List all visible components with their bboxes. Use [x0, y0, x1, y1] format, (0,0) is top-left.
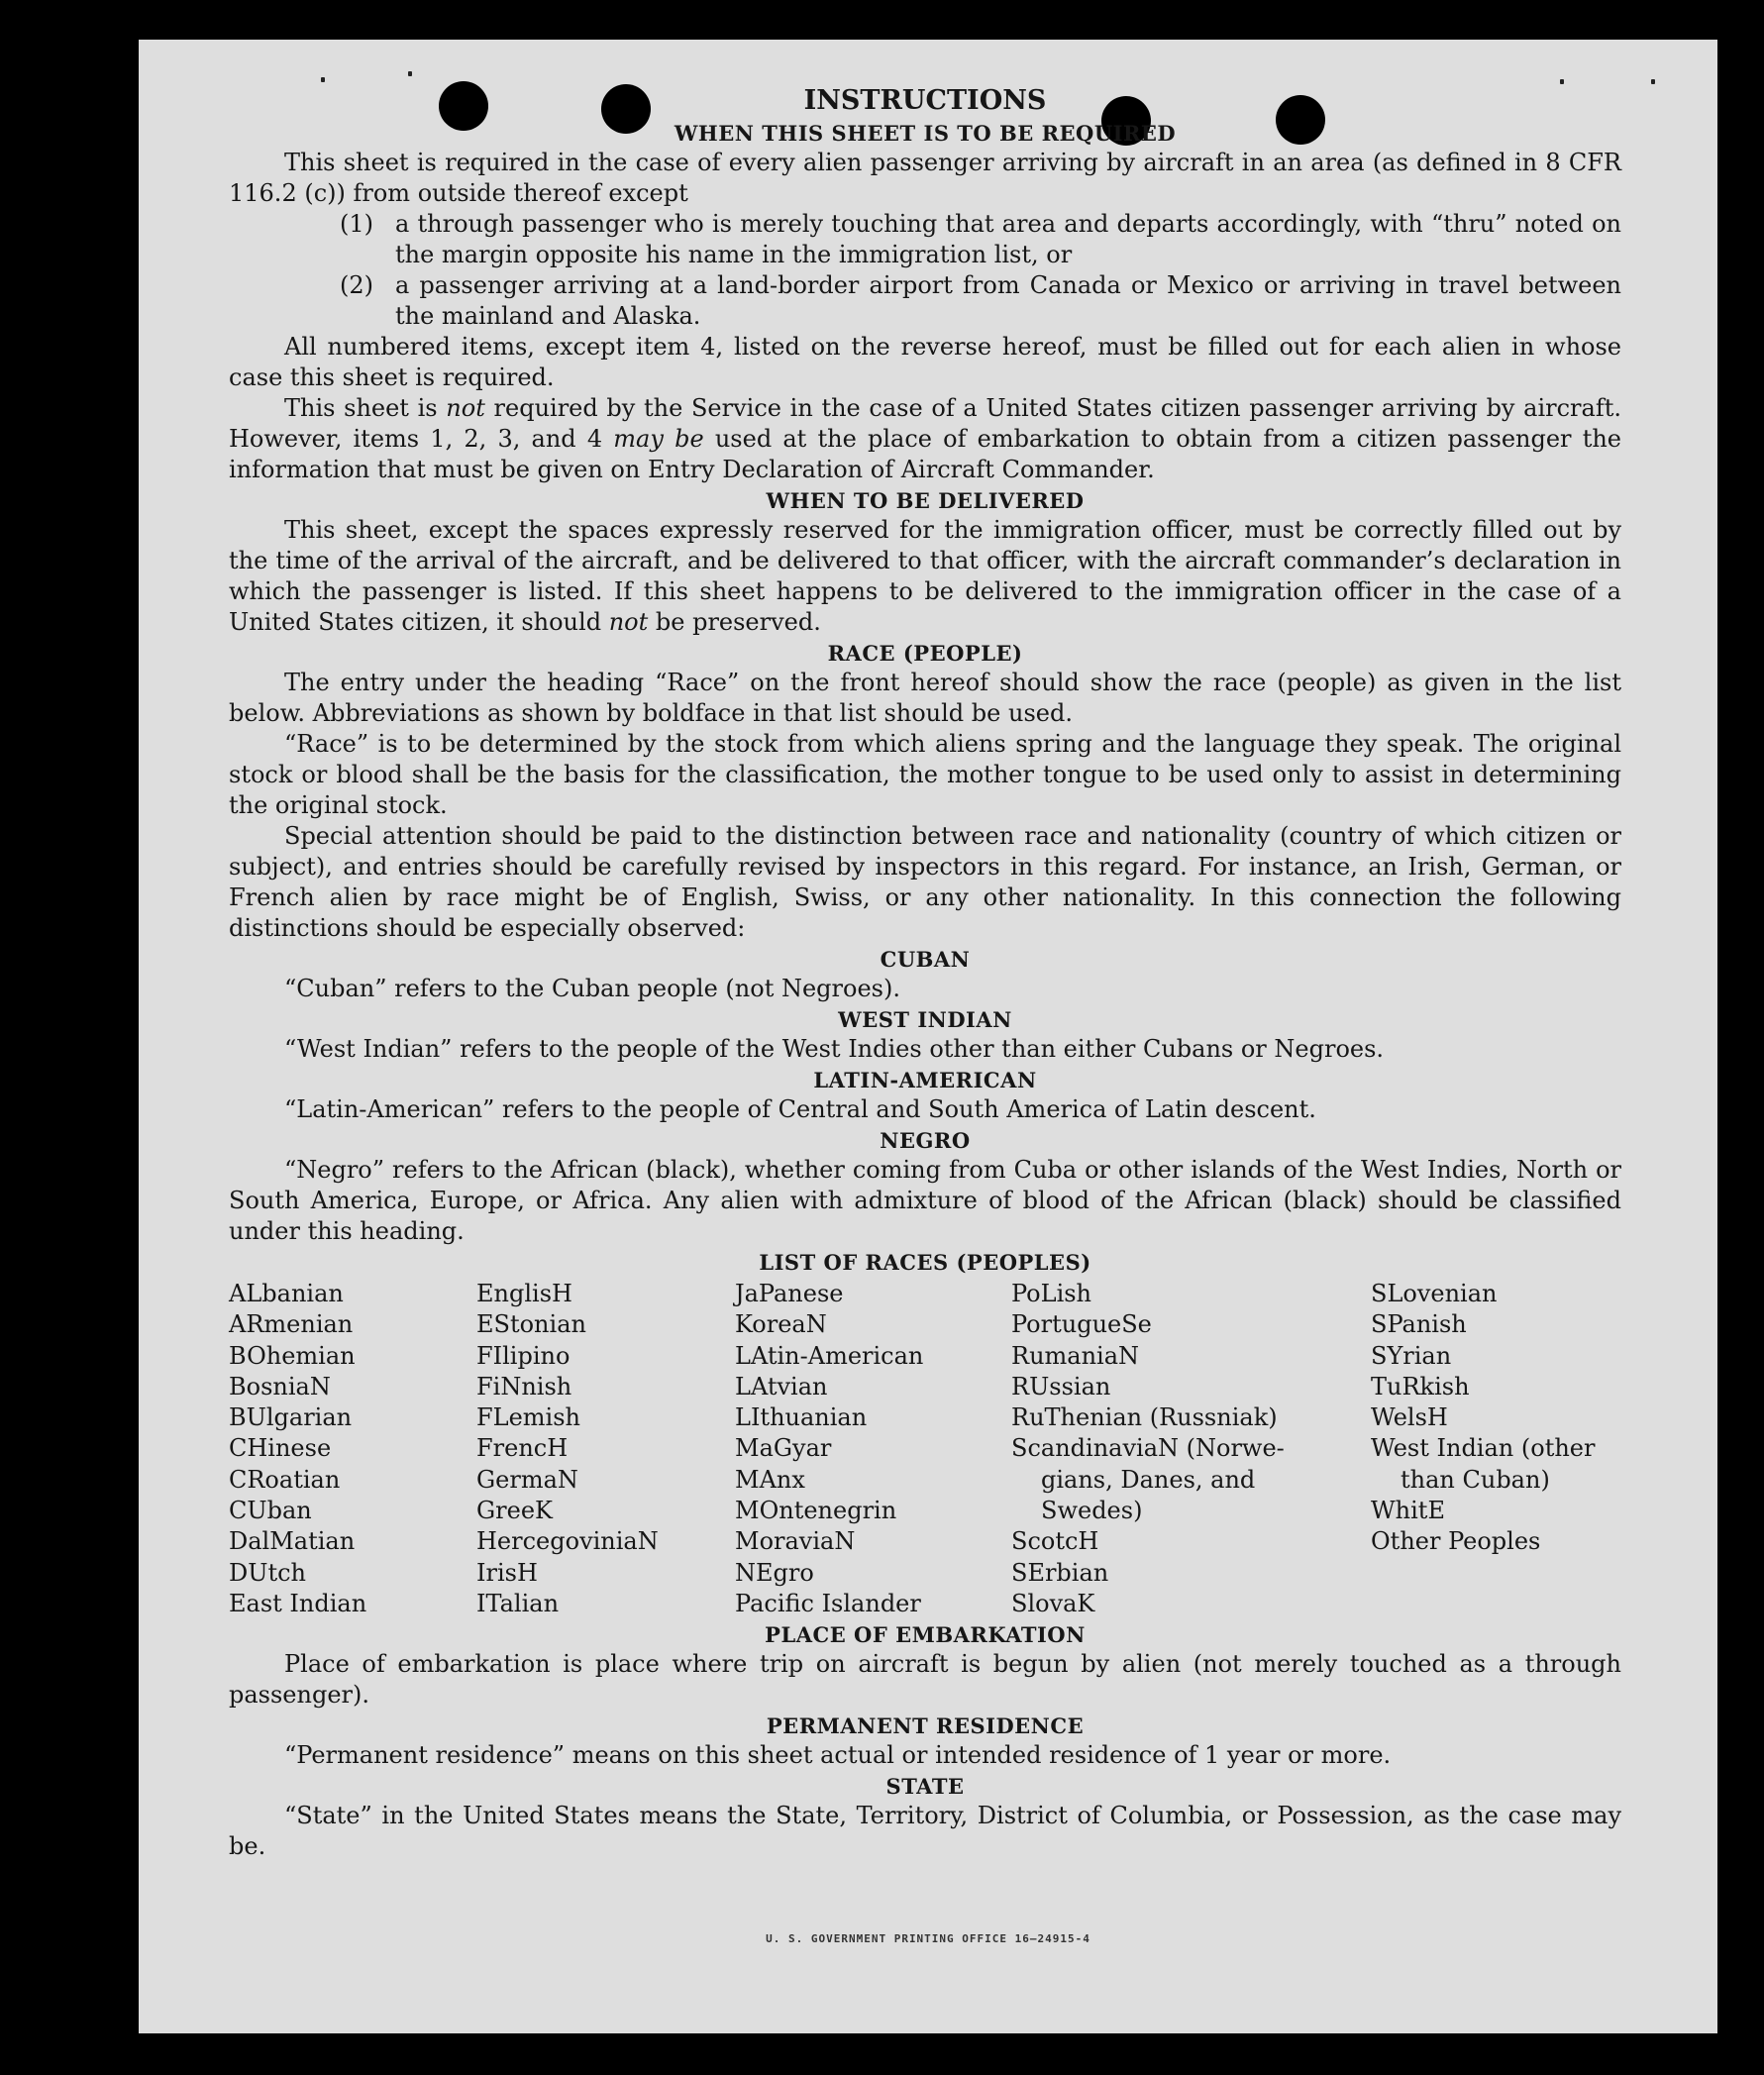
- paragraph: “Negro” refers to the African (black), whether coming from Cuba or other islands of the West Indies, North or South America, Europe, or Africa. Any alien with admixture of blood of the African (black) should be classified under this heading.: [229, 1156, 1621, 1245]
- race-item: FiNnish: [476, 1372, 572, 1401]
- race-item: IrisH: [476, 1558, 538, 1587]
- race-item: TuRkish: [1371, 1372, 1470, 1401]
- race-item: WhitE: [1371, 1497, 1445, 1525]
- italic-text: not: [608, 608, 649, 636]
- italic-text: not: [446, 394, 485, 422]
- race-item: SlovaK: [1011, 1589, 1095, 1617]
- race-item: DUtch: [229, 1558, 307, 1587]
- races-column: [735, 1279, 1011, 1619]
- race-item: ITalian: [476, 1589, 560, 1617]
- page-title: INSTRUCTIONS: [803, 85, 1047, 116]
- paragraph: “West Indian” refers to the people of the West Indies other than either Cubans or Negroes.: [284, 1035, 1385, 1063]
- speck-mark: [321, 77, 325, 82]
- section-heading-when-required: WHEN THIS SHEET IS TO BE REQUIRED: [674, 121, 1177, 146]
- paragraph: Place of embarkation is place where trip on aircraft is begun by alien (not merely touched as a through passenger).: [229, 1650, 1621, 1710]
- section-heading-when-delivered: WHEN TO BE DELIVERED: [766, 488, 1085, 513]
- section-heading-race: RACE (PEOPLE): [827, 641, 1023, 666]
- paragraph: [229, 515, 1621, 638]
- numbered-item: [229, 270, 1621, 332]
- item-text: a passenger arriving at a land-border airport from Canada or Mexico or arriving in travel between the mainland and Alaska.: [395, 271, 1621, 330]
- race-item: SYrian: [1371, 1341, 1452, 1370]
- paragraph: [229, 393, 1621, 485]
- race-item: Pacific Islander: [735, 1589, 921, 1617]
- text-run: This sheet, except the spaces expressly reserved for the immigration officer, must be correctly filled out by the time of the arrival of the aircraft, and be delivered to that officer, with the aircraft commander’s declaration in which the passenger is listed. If this sheet happens to be delivered to the immigration officer in the case of a United States citizen, it should: [229, 516, 1621, 636]
- paragraph: “Race” is to be determined by the stock from which aliens spring and the language they speak. The original stock or blood shall be the basis for the classification, the mother tongue to be used only to assist in determining the original stock.: [229, 730, 1621, 819]
- race-item: GreeK: [476, 1497, 553, 1525]
- race-item: ALbanian: [229, 1280, 344, 1307]
- race-item: WelsH: [1371, 1403, 1448, 1432]
- race-item: BosniaN: [229, 1372, 331, 1401]
- paragraph: “Permanent residence” means on this sheet actual or intended residence of 1 year or more.: [284, 1741, 1392, 1770]
- race-item: BOhemian: [229, 1341, 356, 1370]
- item-text: a through passenger who is merely touching that area and departs accordingly, with “thru” noted on the margin opposite his name in the immigration list, or: [395, 210, 1621, 268]
- section-heading-cuban: CUBAN: [880, 947, 971, 972]
- race-item: CUban: [229, 1497, 312, 1525]
- numbered-item: [229, 209, 1621, 270]
- section-heading-west-indian: WEST INDIAN: [838, 1007, 1012, 1032]
- race-item: RuThenian (Russniak): [1011, 1403, 1278, 1432]
- paragraph: Special attention should be paid to the distinction between race and nationality (country of which citizen or subject), and entries should be carefully revised by inspectors in this regard. For instance, an Irish, German, or French alien by race might be of English, Swiss, or any other nationality. In this connection the following distinctions should be especially observed:: [229, 822, 1621, 942]
- race-item: MaGyar: [735, 1434, 832, 1463]
- section-heading-negro: NEGRO: [880, 1128, 971, 1153]
- speck-mark: [1651, 79, 1655, 84]
- race-item: East Indian: [229, 1589, 367, 1617]
- races-column: [476, 1279, 735, 1619]
- section-heading-state: STATE: [885, 1774, 965, 1800]
- race-item: KoreaN: [735, 1310, 827, 1339]
- race-item: FIlipino: [476, 1341, 571, 1370]
- section-heading-list-of-races: LIST OF RACES (PEOPLES): [759, 1250, 1091, 1275]
- race-item: GermaN: [476, 1465, 578, 1494]
- race-item: MAnx: [735, 1465, 805, 1494]
- race-item: RumaniaN: [1011, 1341, 1140, 1370]
- race-item: BUlgarian: [229, 1403, 353, 1432]
- race-item: HercegoviniaN: [476, 1527, 659, 1556]
- paragraph: The entry under the heading “Race” on the front hereof should show the race (people) as given in the list below. Abbreviations as shown by boldface in that list should be used.: [229, 669, 1621, 727]
- item-number: (1): [340, 210, 373, 238]
- race-item: ScandinaviaN (Norwe-: [1011, 1434, 1285, 1463]
- race-item: CRoatian: [229, 1465, 341, 1494]
- race-item: Other Peoples: [1371, 1527, 1541, 1556]
- race-item: MOntenegrin: [735, 1497, 897, 1525]
- section-heading-embarkation: PLACE OF EMBARKATION: [765, 1622, 1086, 1648]
- race-item: EnglisH: [476, 1280, 572, 1307]
- text-run: used at the place of embarkation to obtain from a citizen passenger the information that must be given on Entry Declaration of Aircraft Commander.: [229, 425, 1621, 483]
- race-item: West Indian (other: [1371, 1434, 1596, 1463]
- paragraph: All numbered items, except item 4, listed on the reverse hereof, must be filled out for each alien in whose case this sheet is required.: [229, 333, 1621, 391]
- race-item: NEgro: [735, 1558, 814, 1587]
- paragraph: “Cuban” refers to the Cuban people (not Negroes).: [284, 975, 900, 1002]
- paragraph: “State” in the United States means the State, Territory, District of Columbia, or Possession, as the case may be.: [229, 1802, 1621, 1861]
- race-item: PoLish: [1011, 1280, 1092, 1307]
- document-sheet: [139, 40, 1717, 2033]
- race-item: EStonian: [476, 1310, 586, 1339]
- race-item: ARmenian: [229, 1310, 354, 1339]
- races-column: [229, 1279, 476, 1619]
- race-item: RUssian: [1011, 1372, 1111, 1401]
- race-item: ScotcH: [1011, 1527, 1099, 1556]
- printer-imprint: U. S. GOVERNMENT PRINTING OFFICE 16—24915-4: [766, 1932, 1090, 1945]
- race-item: SPanish: [1371, 1310, 1467, 1339]
- speck-mark: [408, 71, 412, 76]
- section-heading-permanent-residence: PERMANENT RESIDENCE: [766, 1713, 1085, 1739]
- race-item: SErbian: [1011, 1558, 1109, 1587]
- race-item: FLemish: [476, 1403, 580, 1432]
- race-item-continued: Swedes): [1041, 1497, 1143, 1525]
- race-item: FrencH: [476, 1434, 569, 1463]
- paragraph: This sheet is required in the case of every alien passenger arriving by aircraft in an area (as defined in 8 CFR 116.2 (c)) from outside thereof except: [229, 149, 1621, 207]
- section-heading-latin-american: LATIN-AMERICAN: [813, 1068, 1037, 1092]
- text-run: This sheet is: [284, 394, 447, 422]
- race-item-continued: than Cuban): [1401, 1465, 1550, 1494]
- race-item: JaPanese: [735, 1280, 844, 1307]
- italic-text: may be: [613, 425, 704, 453]
- races-column: [1371, 1279, 1621, 1619]
- races-column: [1011, 1279, 1371, 1619]
- race-item: SLovenian: [1371, 1280, 1498, 1307]
- races-list: [229, 1279, 1621, 1619]
- race-item: LAtin-American: [735, 1341, 924, 1370]
- race-item: DalMatian: [229, 1527, 356, 1556]
- paragraph: “Latin-American” refers to the people of Central and South America of Latin descent.: [284, 1095, 1316, 1123]
- race-item: CHinese: [229, 1434, 332, 1463]
- instructions-content: [229, 84, 1621, 1862]
- item-number: (2): [340, 271, 373, 299]
- text-run: be preserved.: [648, 608, 821, 636]
- race-item: MoraviaN: [735, 1527, 856, 1556]
- race-item-continued: gians, Danes, and: [1041, 1465, 1256, 1494]
- race-item: PortugueSe: [1011, 1310, 1152, 1339]
- race-item: LIthuanian: [735, 1403, 868, 1432]
- race-item: LAtvian: [735, 1372, 828, 1401]
- text-run: required by the Service in the case of a United States citizen passenger arriving by aircraft. However, items 1, 2, 3, and 4: [229, 394, 1621, 453]
